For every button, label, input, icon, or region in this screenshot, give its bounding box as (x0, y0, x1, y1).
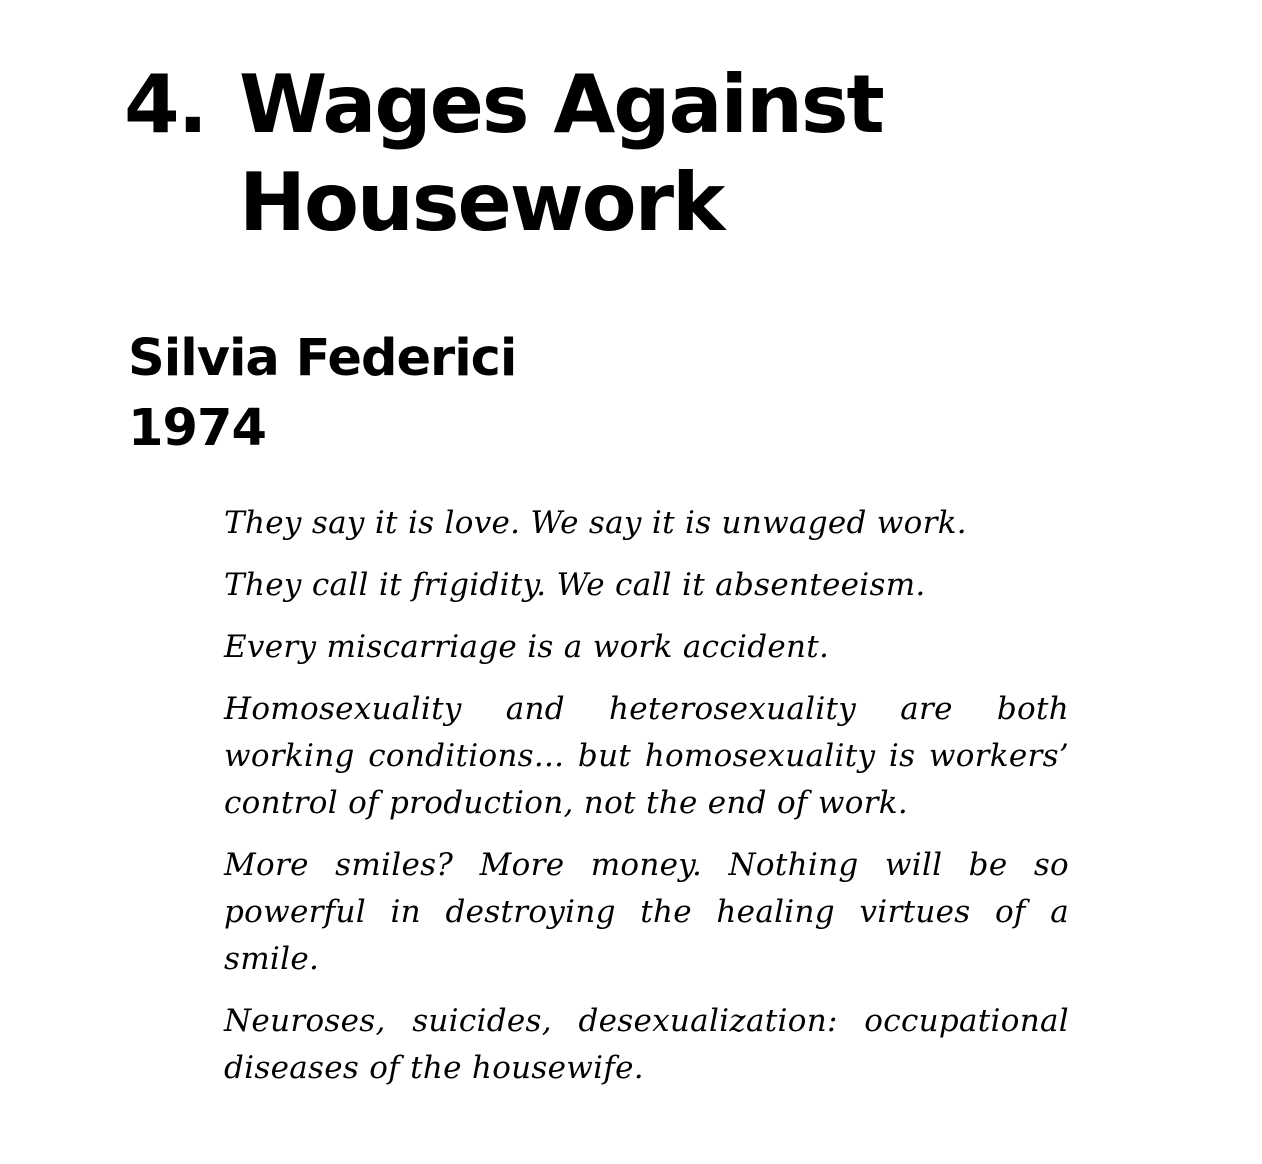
author-block (128, 324, 516, 464)
epigraph-list (224, 500, 1069, 1092)
epigraph: They say it is love. We say it is unwaged work. (224, 505, 967, 541)
chapter-title: Wages Against Housework (239, 58, 883, 249)
publication-year: 1974 (128, 399, 266, 458)
epigraph: Every miscarriage is a work accident. (224, 629, 830, 665)
epigraph: Homosexuality and heterosexuality are both working conditions... but homosexuality is workers’ control of production, not the end of work. (224, 691, 1069, 821)
epigraph: They call it frigidity. We call it absenteeism. (224, 567, 926, 603)
epigraph: More smiles? More money. Nothing will be so powerful in destroying the healing virtues of a smile. (224, 847, 1069, 977)
chapter-number: 4. (124, 58, 207, 151)
author-name: Silvia Federici (128, 329, 517, 388)
epigraph: Neuroses, suicides, desexualization: occupational diseases of the housewife. (224, 1003, 1069, 1086)
chapter-heading (124, 56, 959, 252)
